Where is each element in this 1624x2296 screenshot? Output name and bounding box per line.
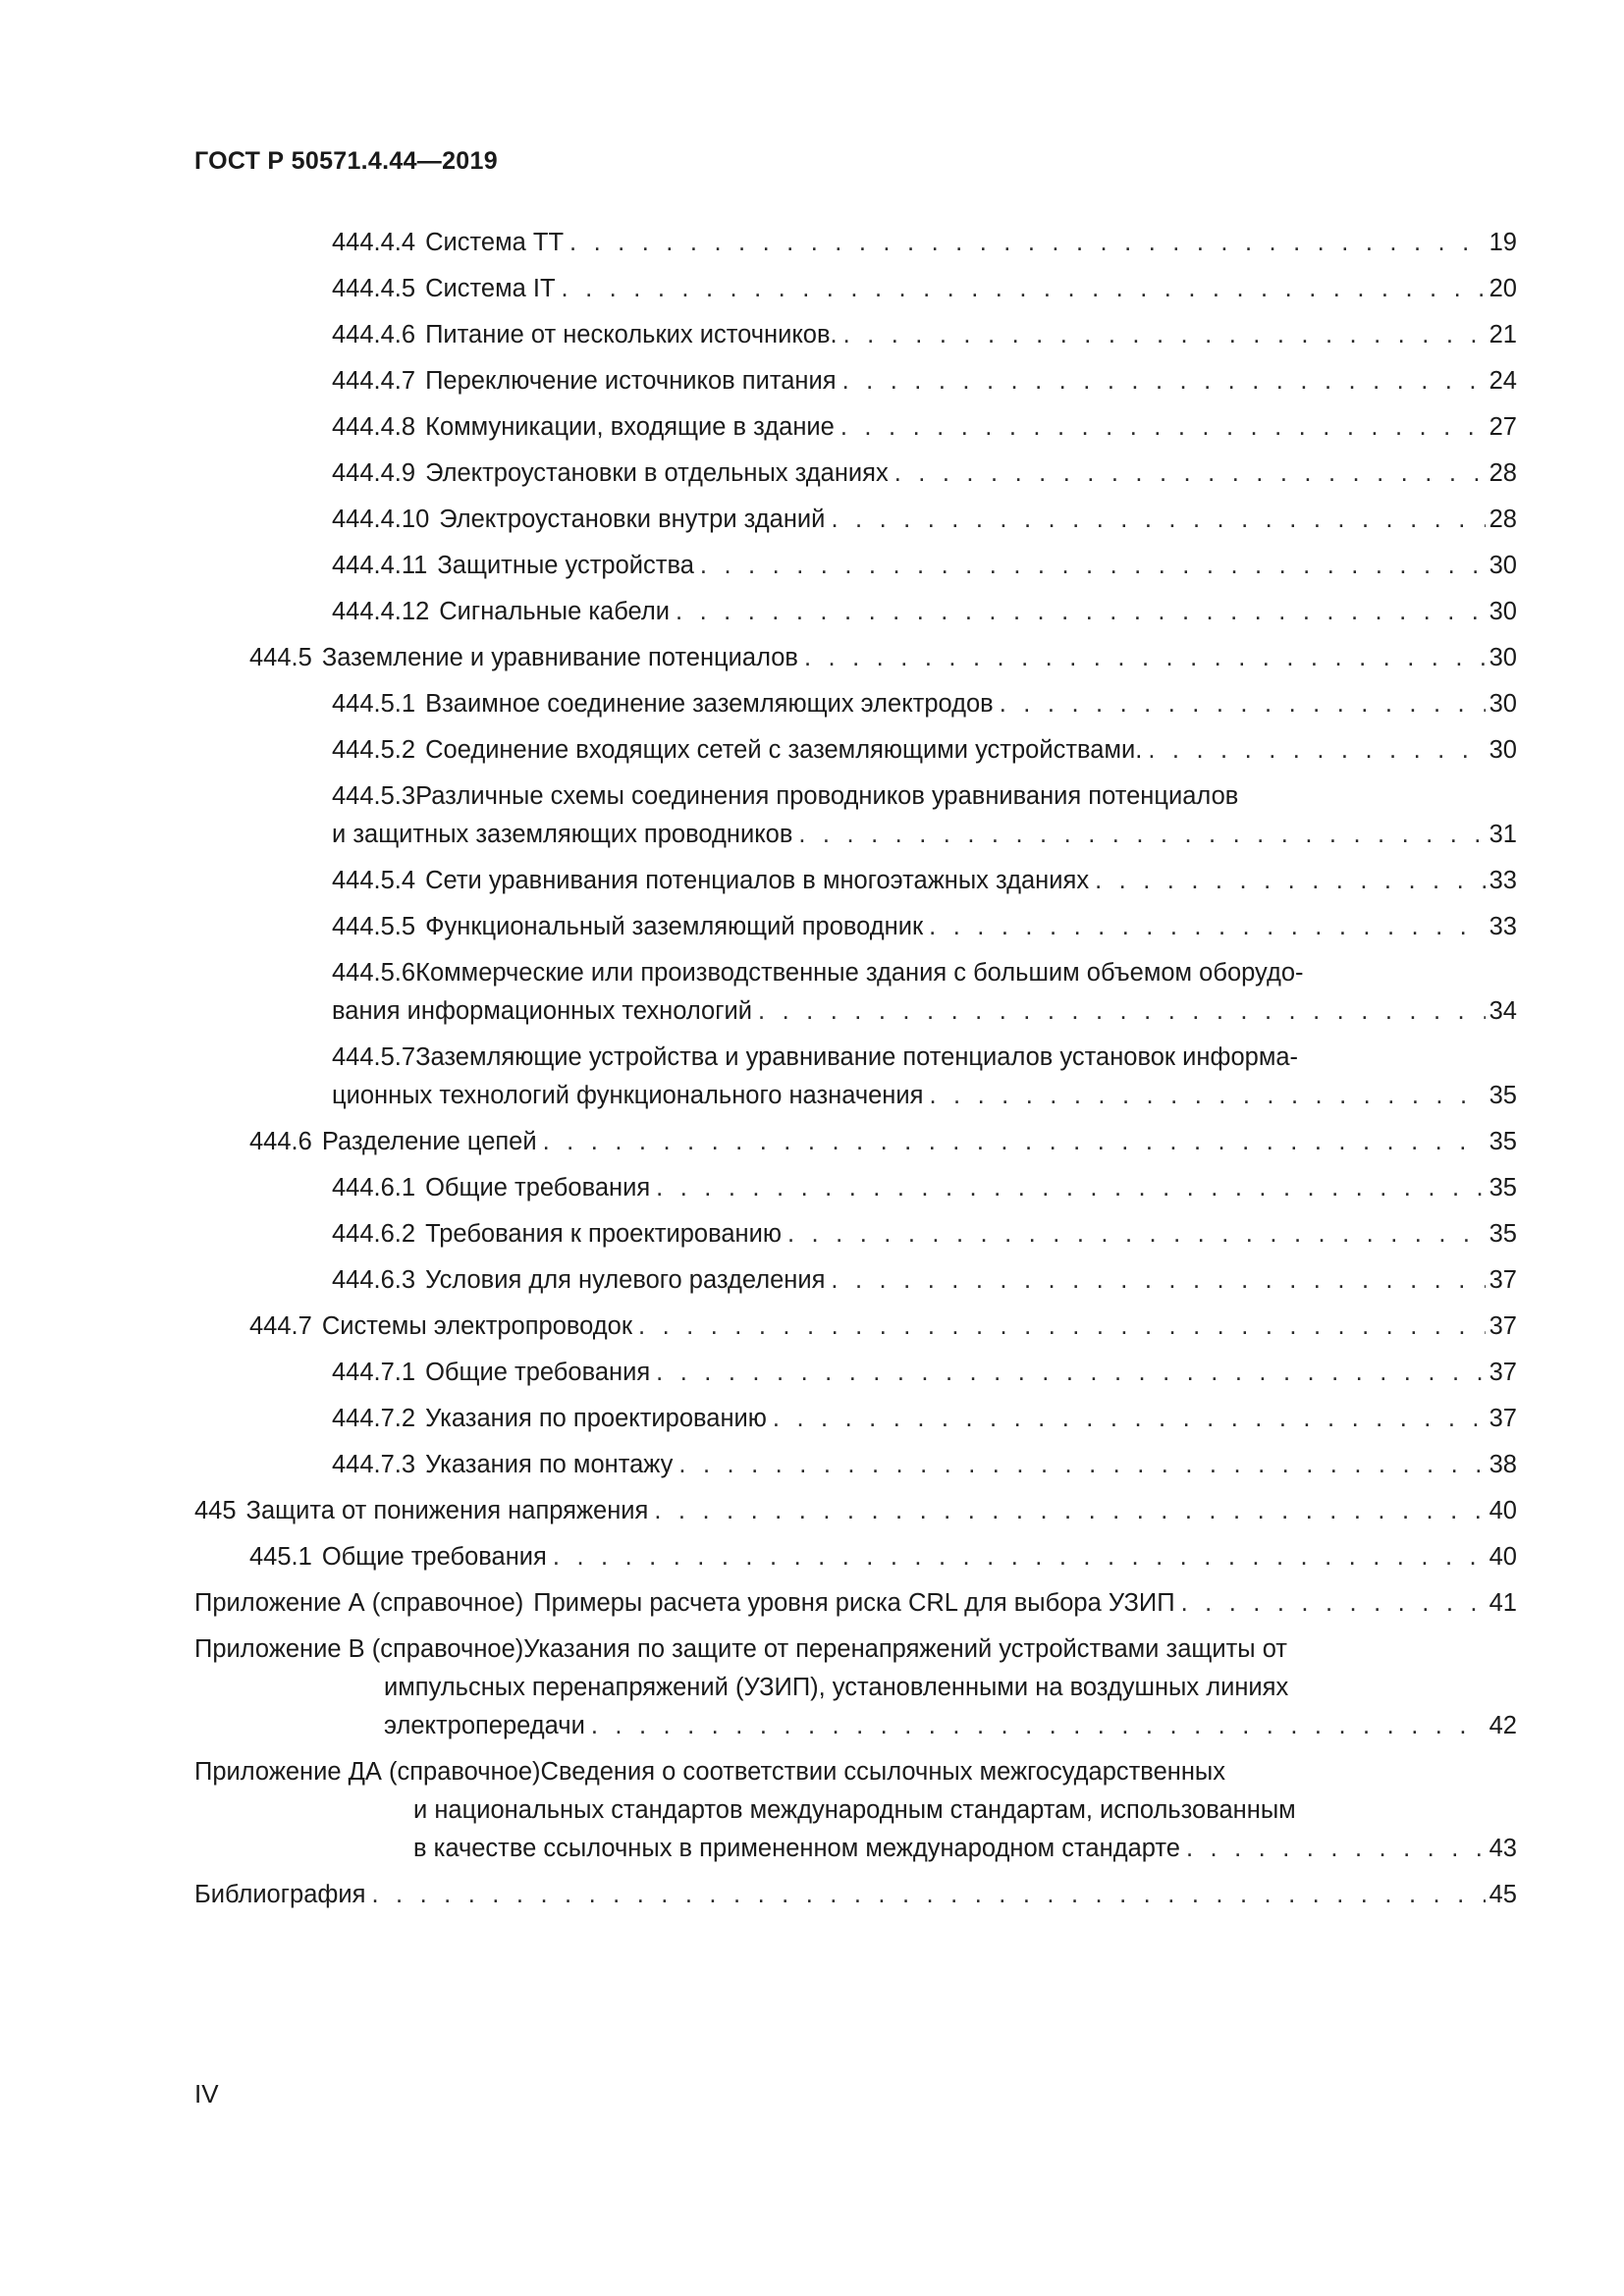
toc-entry <box>194 224 1517 262</box>
toc-entry <box>194 1492 1517 1530</box>
toc-entry-page: 35 <box>1489 1082 1517 1109</box>
toc-entry-page: 41 <box>1489 1589 1517 1617</box>
toc-entry-title: Условия для нулевого разделения <box>425 1266 826 1294</box>
toc-entry-title: и национальных стандартов международным стандартам, использованным <box>413 1796 1296 1824</box>
toc-entry-page: 27 <box>1489 413 1517 441</box>
toc-entry-title: Указания по монтажу <box>425 1451 674 1478</box>
toc-entry-number: 444.4.9 <box>332 459 416 487</box>
toc-entry-page: 37 <box>1489 1312 1517 1340</box>
dot-leader <box>562 270 1486 308</box>
toc-entry-number: 444.7.1 <box>332 1359 416 1386</box>
toc-entry-page: 40 <box>1489 1543 1517 1571</box>
toc-entry-page: 35 <box>1489 1220 1517 1248</box>
toc-entry-title: в качестве ссылочных в примененном международном стандарте <box>413 1835 1180 1862</box>
toc-entry-number: 444.5.1 <box>332 690 416 718</box>
dot-leader <box>591 1707 1486 1745</box>
toc-entry-page: 42 <box>1489 1712 1517 1739</box>
toc-entry-page: 37 <box>1489 1405 1517 1432</box>
toc-entry-title: Функциональный заземляющий проводник <box>425 913 924 940</box>
toc-entry <box>194 862 1517 900</box>
toc-entry-number: 444.7.2 <box>332 1405 416 1432</box>
toc-entry <box>194 408 1517 447</box>
toc-entry <box>194 1753 1517 1868</box>
toc-entry-title: Указания по проектированию <box>425 1405 767 1432</box>
toc-entry-title: Разделение цепей <box>321 1128 537 1155</box>
toc-entry-title: электропередачи <box>384 1712 585 1739</box>
toc-entry-number: 444.4.12 <box>332 598 430 625</box>
document-header: ГОСТ Р 50571.4.44—2019 <box>194 147 498 175</box>
toc-entry-page: 35 <box>1489 1174 1517 1201</box>
toc-entry <box>194 1123 1517 1161</box>
toc-entry-number: 444.5.7 <box>332 1043 416 1071</box>
toc-entry-number: 445.1 <box>249 1543 312 1571</box>
toc-entry <box>194 1169 1517 1207</box>
toc-entry-number: 444.4.10 <box>332 506 430 533</box>
toc-entry-number: 444.7 <box>249 1312 312 1340</box>
dot-leader <box>638 1308 1486 1346</box>
toc-entry-page: 35 <box>1489 1128 1517 1155</box>
toc-entry-number: 444.6.2 <box>332 1220 416 1248</box>
toc-entry-title: Электроустановки в отдельных зданиях <box>425 459 889 487</box>
toc-entry-title: ционных технологий функционального назначения <box>332 1082 924 1109</box>
dot-leader <box>894 454 1486 493</box>
toc-entry <box>194 1876 1517 1914</box>
dot-leader <box>1095 862 1486 900</box>
toc-entry-title: Сети уравнивания потенциалов в многоэтажных зданиях <box>425 867 1090 894</box>
toc-entry-title: Общие требования <box>425 1174 651 1201</box>
toc-entry-number: 444.4.5 <box>332 275 416 302</box>
toc-entry-page: 20 <box>1489 275 1517 302</box>
dot-leader <box>543 1123 1486 1161</box>
toc-entry <box>194 639 1517 677</box>
toc-entry-page: 28 <box>1489 506 1517 533</box>
toc-entry <box>194 777 1517 854</box>
dot-leader <box>929 1077 1485 1115</box>
toc-entry <box>194 362 1517 400</box>
toc-entry-page: 30 <box>1489 736 1517 764</box>
toc-entry <box>194 685 1517 723</box>
toc-entry-title: Требования к проектированию <box>425 1220 782 1248</box>
toc-entry-number: 444.4.6 <box>332 321 416 348</box>
toc-entry-number: Приложение ДА (справочное) <box>194 1758 541 1786</box>
dot-leader <box>371 1876 1485 1914</box>
toc-entry-page: 40 <box>1489 1497 1517 1524</box>
toc-entry-title: Общие требования <box>321 1543 547 1571</box>
dot-leader <box>758 992 1486 1031</box>
toc-entry-number: Приложение В (справочное) <box>194 1635 524 1663</box>
dot-leader <box>678 1446 1485 1484</box>
toc-entry-title: Электроустановки внутри зданий <box>439 506 826 533</box>
toc-entry-page: 30 <box>1489 552 1517 579</box>
toc-entry-page: 21 <box>1489 321 1517 348</box>
dot-leader <box>831 1261 1485 1300</box>
toc-entry-title: Система IT <box>425 275 556 302</box>
toc-entry-title: Система ТТ <box>425 229 565 256</box>
dot-leader <box>654 1492 1485 1530</box>
toc-entry-title: Питание от нескольких источников. <box>425 321 838 348</box>
dot-leader <box>804 639 1486 677</box>
dot-leader <box>929 908 1485 946</box>
toc-entry-page: 30 <box>1489 690 1517 718</box>
toc-entry-title: Коммуникации, входящие в здание <box>425 413 835 441</box>
toc-entry-number: 445 <box>194 1497 237 1524</box>
toc-entry <box>194 731 1517 770</box>
toc-entry-number: 444.6.1 <box>332 1174 416 1201</box>
toc-entry-title: импульсных перенапряжений (УЗИП), установленными на воздушных линиях <box>384 1674 1289 1701</box>
dot-leader <box>840 408 1486 447</box>
toc-entry-page: 28 <box>1489 459 1517 487</box>
dot-leader <box>656 1169 1485 1207</box>
toc-entry-title: Заземляющие устройства и уравнивание потенциалов установок информа- <box>415 1043 1299 1071</box>
toc-entry-page: 24 <box>1489 367 1517 395</box>
toc-entry <box>194 501 1517 539</box>
toc-entry-number: 444.4.4 <box>332 229 416 256</box>
toc-entry-number: Приложение А (справочное) <box>194 1589 524 1617</box>
dot-leader <box>842 362 1486 400</box>
toc-entry-number: 444.7.3 <box>332 1451 416 1478</box>
toc-entry-number: 444.4.11 <box>332 552 428 579</box>
table-of-contents <box>194 224 1517 1922</box>
dot-leader <box>569 224 1486 262</box>
toc-entry <box>194 1354 1517 1392</box>
toc-entry-number: 444.4.7 <box>332 367 416 395</box>
toc-entry-title: Различные схемы соединения проводников уравнивания потенциалов <box>415 782 1239 810</box>
toc-entry <box>194 1630 1517 1745</box>
toc-entry-page: 33 <box>1489 867 1517 894</box>
toc-entry-page: 33 <box>1489 913 1517 940</box>
toc-entry-title: Библиография <box>194 1881 366 1908</box>
toc-entry-title: Взаимное соединение заземляющих электродов <box>425 690 994 718</box>
toc-entry <box>194 454 1517 493</box>
toc-entry-page: 30 <box>1489 598 1517 625</box>
toc-entry-number: 444.5.2 <box>332 736 416 764</box>
toc-entry-title: Указания по защите от перенапряжений устройствами защиты от <box>523 1635 1287 1663</box>
dot-leader <box>656 1354 1485 1392</box>
toc-entry-title: Заземление и уравнивание потенциалов <box>321 644 798 671</box>
toc-entry <box>194 1039 1517 1115</box>
toc-entry <box>194 1261 1517 1300</box>
toc-entry-page: 38 <box>1489 1451 1517 1478</box>
toc-entry <box>194 1584 1517 1623</box>
page-number: IV <box>194 2079 219 2109</box>
toc-entry-title: Защитные устройства <box>437 552 694 579</box>
toc-entry <box>194 1400 1517 1438</box>
toc-entry-title: Примеры расчета уровня риска CRL для выбора УЗИП <box>533 1589 1175 1617</box>
toc-entry-number: 444.4.8 <box>332 413 416 441</box>
toc-entry-title: Общие требования <box>425 1359 651 1386</box>
toc-entry-number: 444.5.3 <box>332 782 416 810</box>
toc-entry-number: 444.5.6 <box>332 959 416 987</box>
dot-leader <box>773 1400 1486 1438</box>
dot-leader <box>831 501 1485 539</box>
toc-entry-title: вания информационных технологий <box>332 997 753 1025</box>
toc-entry <box>194 1215 1517 1254</box>
toc-entry-page: 43 <box>1489 1835 1517 1862</box>
toc-entry <box>194 547 1517 585</box>
dot-leader <box>798 816 1485 854</box>
toc-entry <box>194 1308 1517 1346</box>
toc-entry <box>194 954 1517 1031</box>
toc-entry-title: и защитных заземляющих проводников <box>332 821 793 848</box>
toc-entry <box>194 1446 1517 1484</box>
toc-entry <box>194 1538 1517 1576</box>
toc-entry-number: 444.5.4 <box>332 867 416 894</box>
toc-entry-page: 37 <box>1489 1266 1517 1294</box>
toc-entry-title: Сведения о соответствии ссылочных межгосударственных <box>540 1758 1225 1786</box>
toc-entry <box>194 593 1517 631</box>
toc-entry-page: 45 <box>1489 1881 1517 1908</box>
dot-leader <box>843 316 1486 354</box>
toc-entry-page: 34 <box>1489 997 1517 1025</box>
toc-entry-number: 444.5 <box>249 644 312 671</box>
dot-leader <box>553 1538 1486 1576</box>
dot-leader <box>1181 1584 1486 1623</box>
toc-entry-page: 30 <box>1489 644 1517 671</box>
dot-leader <box>700 547 1486 585</box>
toc-entry-number: 444.5.5 <box>332 913 416 940</box>
toc-entry-title: Сигнальные кабели <box>439 598 671 625</box>
toc-entry-page: 19 <box>1489 229 1517 256</box>
toc-entry-page: 37 <box>1489 1359 1517 1386</box>
toc-entry-title: Коммерческие или производственные здания с большим объемом оборудо- <box>415 959 1304 987</box>
toc-entry-page: 31 <box>1489 821 1517 848</box>
toc-entry-title: Переключение источников питания <box>425 367 837 395</box>
dot-leader <box>1186 1830 1486 1868</box>
dot-leader <box>787 1215 1486 1254</box>
dot-leader <box>1000 685 1486 723</box>
toc-entry-number: 444.6.3 <box>332 1266 416 1294</box>
toc-entry-title: Системы электропроводок <box>321 1312 633 1340</box>
dot-leader <box>676 593 1486 631</box>
dot-leader <box>1148 731 1485 770</box>
toc-entry-title: Защита от понижения напряжения <box>245 1497 649 1524</box>
toc-entry-title: Соединение входящих сетей с заземляющими устройствами. <box>425 736 1143 764</box>
toc-entry <box>194 270 1517 308</box>
toc-entry-number: 444.6 <box>249 1128 312 1155</box>
toc-entry <box>194 316 1517 354</box>
toc-entry <box>194 908 1517 946</box>
